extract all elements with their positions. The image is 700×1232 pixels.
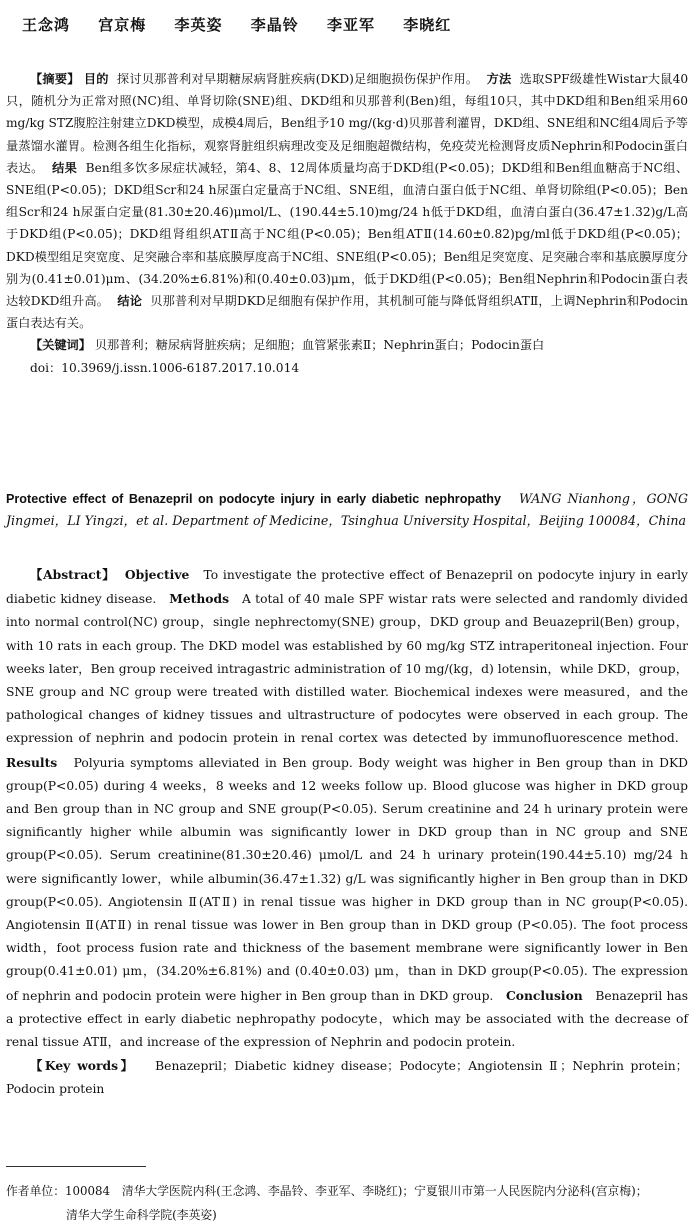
english-abstract (6, 563, 688, 1102)
en-conclusion-text: Benazepril has a protective effect in early diabetic nephropathy podocyte，which may be associated with the decrease of renal tissue ATⅡ，and increase of the expression of Nephrin and podocin protein. (6, 988, 689, 1050)
en-results-label: Results (6, 754, 58, 770)
english-title-block (6, 488, 688, 532)
author-name: 李英姿 (174, 16, 223, 34)
en-results-text: Polyuria symptoms alleviated in Ben group. Body weight was higher in Ben group than in DKD group(P<0.05) during 4 weeks，8 weeks and 12 weeks follow up. Blood glucose was higher in DKD group and Ben group than in NC group and SNE group(P<0.05). Serum creatinine and 24 h urinary protein were significantly higher while albumin was significantly lower in DKD group than in NC group and SNE group(P<0.05). Serum creatinine(81.30±20.46) μmol/L and 24 h urinary protein(190.44±5.10) mg/24 h were significantly lower，while albumin(36.47±1.32) g/L was significantly higher in Ben group than in DKD group(P<0.05). Angiotensin Ⅱ(ATⅡ) in renal tissue was higher in DKD group than in NC group(P<0.05). Angiotensin Ⅱ(ATⅡ) in renal tissue was lower in Ben group than in DKD group (P<0.05). The foot process width，foot process fusion rate and thickness of the basement membrane were significantly lower in Ben group(0.41±0.01) μm，(34.20%±6.81%) and (0.40±0.03) μm，than in DKD group(P<0.05). The expression of nephrin and podocin protein were higher in Ben group than in DKD group. (6, 755, 689, 1003)
cn-objective-label: 目的 (83, 72, 109, 86)
en-keywords-label: 【Key words】 (30, 1058, 136, 1074)
en-objective-text: To investigate the protective effect of Benazepril on podocyte injury in early diabetic kidney disease. (6, 568, 689, 607)
affiliation-line-1: 作者单位：100084 清华大学医院内科(王念鸿、李晶铃、李亚军、李晓红)；宁夏银川市第一人民医院内分泌科(宫京梅)； (6, 1184, 648, 1198)
cn-conclusion-label: 结论 (117, 294, 143, 309)
english-title: Protective effect of Benazepril on podocyte injury in early diabetic nephropathy (6, 492, 501, 506)
author-list (22, 14, 682, 35)
en-objective-label: Objective (124, 567, 190, 582)
english-authors-affiliation: WANG Nianhong，GONG Jingmei，LI Yingzi，et al. Department of Medicine，Tsinghua University Hospital，Beijing 100084，China (6, 491, 689, 528)
en-methods-label: Methods (169, 591, 230, 607)
author-name: 宫京梅 (98, 16, 147, 34)
cn-methods-text: 选取SPF级雄性Wistar大鼠40只，随机分为正常对照(NC)组、单肾切除(SNE)组、DKD组和贝那普利(Ben)组，每组10只，其中DKD组和Ben组采用60 mg/kg STZ腹腔注射建立DKD模型，成模4周后，Ben组予10 mg/(kg·d)贝那普利灌胃，DKD组、SNE组和NC组4周后予等量蒸馏水灌胃。检测各组生化指标，观察肾脏组织病理改变及足细胞超微结构，免疫荧光检测肾皮质Nephrin和Podocin蛋白表达。 (6, 72, 689, 175)
author-name: 李晓红 (403, 16, 452, 34)
cn-conclusion-text: 贝那普利对早期DKD足细胞有保护作用，其机制可能与降低肾组织ATⅡ，上调Nephrin和Podocin蛋白表达有关。 (6, 294, 689, 331)
cn-methods-label: 方法 (486, 72, 512, 86)
cn-results-text: Ben组多饮多尿症状减轻，第4、8、12周体质量均高于DKD组(P<0.05)；DKD组和Ben组血糖高于NC组、SNE组(P<0.05)；DKD组Scr和24 h尿蛋白定量高于NC组、SNE组，血清白蛋白低于NC组、单肾切除组(P<0.05)；Ben组Scr和24 h尿蛋白定量(81.30±20.46)μmol/L、(190.44±5.10)mg/24 h低于DKD组，血清白蛋白(36.47±1.32)g/L高于DKD组(P<0.05)；DKD组肾组织ATⅡ高于NC组(P<0.05)；Ben组ATⅡ(14.60±0.82)pg/ml低于DKD组(P<0.05)；DKD模型组足突宽度、足突融合率和基底膜厚度高于NC组、SNE组(P<0.05)；Ben组足突宽度、足突融合率和基底膜厚度分别为(0.41±0.01)μm、(34.20%±6.81%)和(0.40±0.03)μm，低于DKD组(P<0.05)；Ben组Nephrin和Podocin蛋白表达较DKD组升高。 (6, 160, 689, 309)
cn-objective-text: 探讨贝那普利对早期糖尿病肾脏疾病(DKD)足细胞损伤保护作用。 (116, 72, 479, 86)
author-name: 李亚军 (327, 16, 376, 34)
affiliation-line-2: 清华大学生命科学院(李英姿) (66, 1208, 217, 1222)
doi-line: doi：10.3969/j.issn.1006-6187.2017.10.014 (30, 360, 300, 375)
en-keywords-text: Benazepril；Diabetic kidney disease；Podocyte；Angiotensin Ⅱ；Nephrin protein；Podocin protein (6, 1059, 688, 1097)
chinese-abstract (6, 68, 688, 379)
author-name: 李晶铃 (250, 16, 299, 34)
cn-keywords-line (6, 334, 688, 356)
footnote-divider (6, 1166, 146, 1167)
en-conclusion-label: Conclusion (505, 987, 583, 1003)
cn-abstract-paragraph (6, 68, 688, 334)
en-abstract-paragraph (6, 563, 688, 1054)
author-name: 王念鸿 (22, 16, 71, 34)
cn-results-label: 结果 (52, 160, 78, 175)
cn-abstract-label: 【摘要】 (30, 72, 80, 86)
en-abstract-label: 【Abstract】 (30, 567, 116, 582)
en-methods-text: A total of 40 male SPF wistar rats were selected and randomly divided into normal control(NC) group，single nephrectomy(SNE) group，DKD group and Beuazepril(Ben) group，with 10 rats in each group. The DKD model was established by 60 mg/kg STZ intraperitoneal injection. Four weeks later，Ben group received intragastric administration of 10 mg/(kg，d) lotensin，while DKD，group，SNE group and NC group were treated with distilled water. Biochemical indexes were measured，and the pathological changes of kidney tissues and ultrastructure of podocytes were observed in each group. The expression of nephrin and podocin protein in renal cortex was detected by immunofluorescence method. (6, 592, 689, 746)
author-affiliation (6, 1179, 696, 1227)
en-keywords-line (6, 1054, 688, 1101)
cn-keywords-label: 【关键词】 (30, 338, 91, 353)
cn-keywords-text: 贝那普利；糖尿病肾脏疾病；足细胞；血管紧张素Ⅱ；Nephrin蛋白；Podocin蛋白 (94, 338, 545, 353)
